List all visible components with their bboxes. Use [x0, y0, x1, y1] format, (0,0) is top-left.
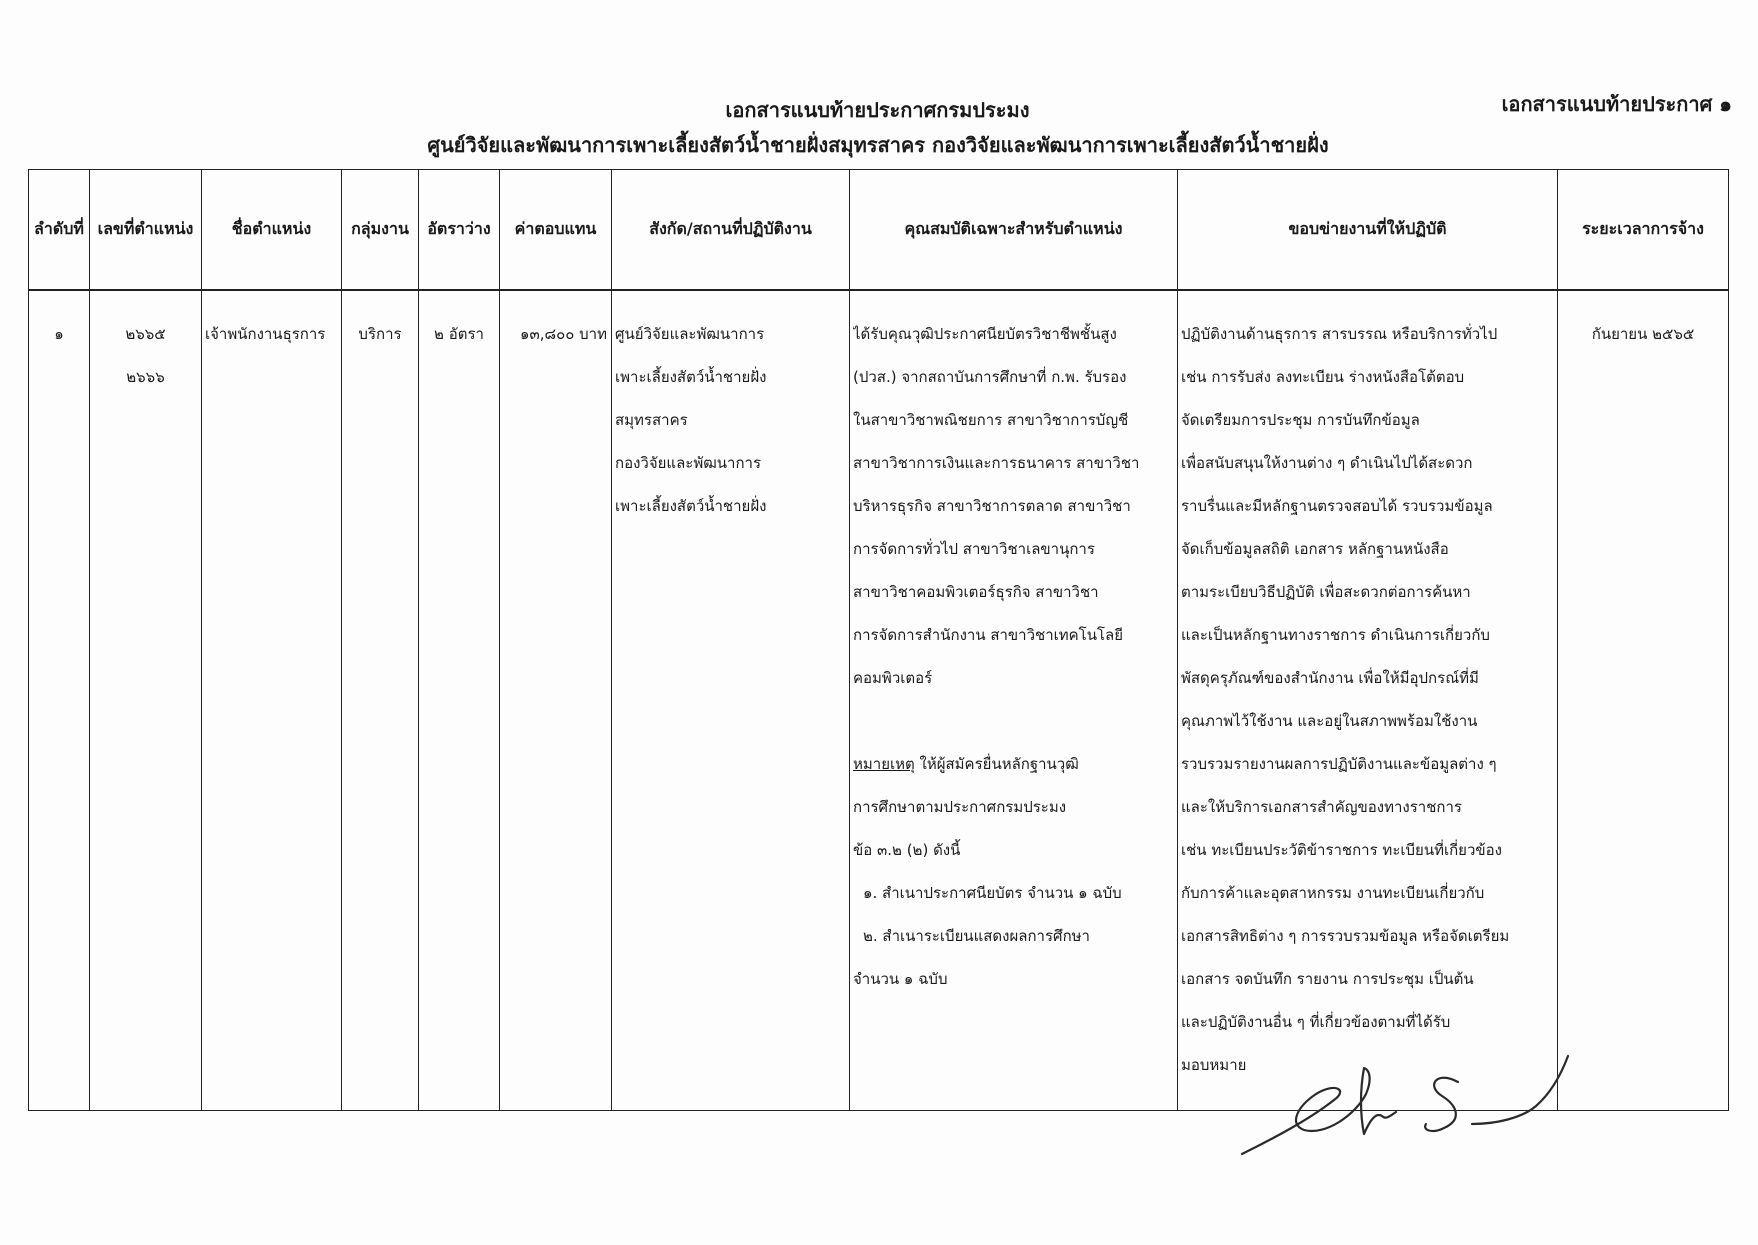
signature-stroke — [1425, 1078, 1458, 1131]
cell-work-group — [342, 290, 419, 1111]
department-line: เพาะเลี้ยงสัตว์น้ำชายฝั่ง — [615, 368, 767, 386]
note-item: ๒. สำเนาระเบียนแสดงผลการศึกษา — [863, 927, 1090, 945]
qualification-line: คอมพิวเตอร์ — [853, 669, 933, 687]
vacancies-value: ๒ อัตรา — [434, 325, 484, 343]
duty-line: มอบหมาย — [1181, 1056, 1247, 1074]
attachment-reference: เอกสารแนบท้ายประกาศ ๑ — [1501, 92, 1732, 116]
note-line: การศึกษาตามประกาศกรมประมง — [853, 798, 1067, 816]
spacer — [853, 700, 1177, 743]
cell-employment-period — [1558, 290, 1729, 1111]
qualification-line: ในสาขาวิชาพณิชยการ สาขาวิชาการบัญชี — [853, 411, 1129, 429]
handwritten-signature — [1236, 1050, 1586, 1160]
header-qualifications: คุณสมบัติเฉพาะสำหรับตำแหน่ง — [850, 170, 1178, 291]
duty-line: รวบรวมรายงานผลการปฏิบัติงานและข้อมูลต่าง ๆ — [1181, 755, 1497, 773]
order-value: ๑ — [54, 325, 64, 343]
duty-line: และปฏิบัติงานอื่น ๆ ที่เกี่ยวข้องตามที่ได้รับ — [1181, 1013, 1451, 1031]
cell-qualifications — [850, 290, 1178, 1111]
header-compensation: ค่าตอบแทน — [500, 170, 612, 291]
duty-line: เอกสาร จดบันทึก รายงาน การประชุม เป็นต้น — [1181, 970, 1474, 988]
title-line-1: เอกสารแนบท้ายประกาศกรมประมง — [725, 98, 1030, 122]
header-employment-period: ระยะเวลาการจ้าง — [1558, 170, 1729, 291]
title-line-2: ศูนย์วิจัยและพัฒนาการเพาะเลี้ยงสัตว์น้ำชายฝั่งสมุทรสาคร กองวิจัยและพัฒนาการเพาะเลี้ยงสัตว์น้ำชายฝั่ง — [427, 133, 1329, 157]
header-work-group: กลุ่มงาน — [342, 170, 419, 291]
duty-line: จัดเก็บข้อมูลสถิติ เอกสาร หลักฐานหนังสือ — [1181, 540, 1449, 558]
duty-line: ราบรื่นและมีหลักฐานตรวจสอบได้ รวบรวมข้อมูล — [1181, 497, 1493, 515]
qualification-line: ได้รับคุณวุฒิประกาศนียบัตรวิชาชีพชั้นสูง — [853, 325, 1117, 343]
table-header-row — [29, 170, 1729, 291]
employment-period-value: กันยายน ๒๕๖๕ — [1591, 325, 1695, 343]
cell-compensation — [500, 290, 612, 1111]
position-number: ๒๖๖๖ — [126, 368, 165, 386]
qualification-line: สาขาวิชาคอมพิวเตอร์ธุรกิจ สาขาวิชา — [853, 583, 1099, 601]
cell-position-numbers — [90, 290, 202, 1111]
note-line: ข้อ ๓.๒ (๒) ดังนี้ — [853, 841, 961, 859]
duty-line: กับการค้าและอุตสาหกรรม งานทะเบียนเกี่ยวกับ — [1181, 884, 1485, 902]
position-name-value: เจ้าพนักงานธุรการ — [205, 325, 326, 343]
duty-line: ตามระเบียบวิธีปฏิบัติ เพื่อสะดวกต่อการค้นหา — [1181, 583, 1471, 601]
duty-line: คุณภาพไว้ใช้งาน และอยู่ในสภาพพร้อมใช้งาน — [1181, 712, 1478, 730]
duty-line: เพื่อสนับสนุนให้งานต่าง ๆ ดำเนินไปได้สะดวก — [1181, 454, 1473, 472]
cell-order — [29, 290, 90, 1111]
header-position-number: เลขที่ตำแหน่ง — [90, 170, 202, 291]
department-line: กองวิจัยและพัฒนาการ — [615, 454, 762, 472]
duty-line: และเป็นหลักฐานทางราชการ ดำเนินการเกี่ยวกับ — [1181, 626, 1490, 644]
cell-duties — [1178, 290, 1558, 1111]
document-subtitle — [0, 129, 1758, 161]
header-order: ลำดับที่ — [29, 170, 90, 291]
header-duties: ขอบข่ายงานที่ให้ปฏิบัติ — [1178, 170, 1558, 291]
note-item: ๑. สำเนาประกาศนียบัตร จำนวน ๑ ฉบับ — [863, 884, 1122, 902]
work-group-value: บริการ — [358, 325, 402, 343]
duty-line: เช่น การรับส่ง ลงทะเบียน ร่างหนังสือโต้ตอบ — [1181, 368, 1465, 386]
qualification-line: การจัดการสำนักงาน สาขาวิชาเทคโนโลยี — [853, 626, 1124, 644]
department-line: เพาะเลี้ยงสัตว์น้ำชายฝั่ง — [615, 497, 767, 515]
note-text: ให้ผู้สมัครยื่นหลักฐานวุฒิ — [914, 755, 1079, 773]
cell-position-name — [202, 290, 342, 1111]
qualification-line: บริหารธุรกิจ สาขาวิชาการตลาด สาขาวิชา — [853, 497, 1131, 515]
qualification-line: การจัดการทั่วไป สาขาวิชาเลขานุการ — [853, 540, 1095, 558]
header-vacancies: อัตราว่าง — [419, 170, 500, 291]
qualification-line: (ปวส.) จากสถาบันการศึกษาที่ ก.พ. รับรอง — [853, 368, 1127, 386]
header-position-name: ชื่อตำแหน่ง — [202, 170, 342, 291]
qualification-line: สาขาวิชาการเงินและการธนาคาร สาขาวิชา — [853, 454, 1140, 472]
header-department: สังกัด/สถานที่ปฏิบัติงาน — [612, 170, 850, 291]
position-number: ๒๖๖๕ — [125, 325, 166, 343]
signature-stroke — [1242, 1068, 1396, 1154]
note-label: หมายเหตุ — [853, 755, 915, 773]
duty-line: เอกสารสิทธิต่าง ๆ การรวบรวมข้อมูล หรือจัดเตรียม — [1181, 927, 1510, 945]
compensation-value: ๑๓,๘๐๐ บาท — [519, 325, 607, 343]
positions-table — [28, 169, 1729, 1111]
signature-stroke — [1472, 1056, 1568, 1124]
duty-line: พัสดุครุภัณฑ์ของสำนักงาน เพื่อให้มีอุปกรณ์ที่มี — [1181, 669, 1479, 687]
table-row — [29, 290, 1729, 1111]
department-line: ศูนย์วิจัยและพัฒนาการ — [615, 325, 765, 343]
duty-line: ปฏิบัติงานด้านธุรการ สารบรรณ หรือบริการทั่วไป — [1181, 325, 1498, 343]
cell-vacancies — [419, 290, 500, 1111]
cell-department — [612, 290, 850, 1111]
duty-line: และให้บริการเอกสารสำคัญของทางราชการ — [1181, 798, 1462, 816]
note-line — [853, 743, 1177, 786]
note-line: จำนวน ๑ ฉบับ — [853, 970, 948, 988]
duty-line: เช่น ทะเบียนประวัติข้าราชการ ทะเบียนที่เกี่ยวข้อง — [1181, 841, 1502, 859]
department-line: สมุทรสาคร — [615, 411, 688, 429]
document-title — [0, 94, 1758, 126]
duty-line: จัดเตรียมการประชุม การบันทึกข้อมูล — [1181, 411, 1420, 429]
